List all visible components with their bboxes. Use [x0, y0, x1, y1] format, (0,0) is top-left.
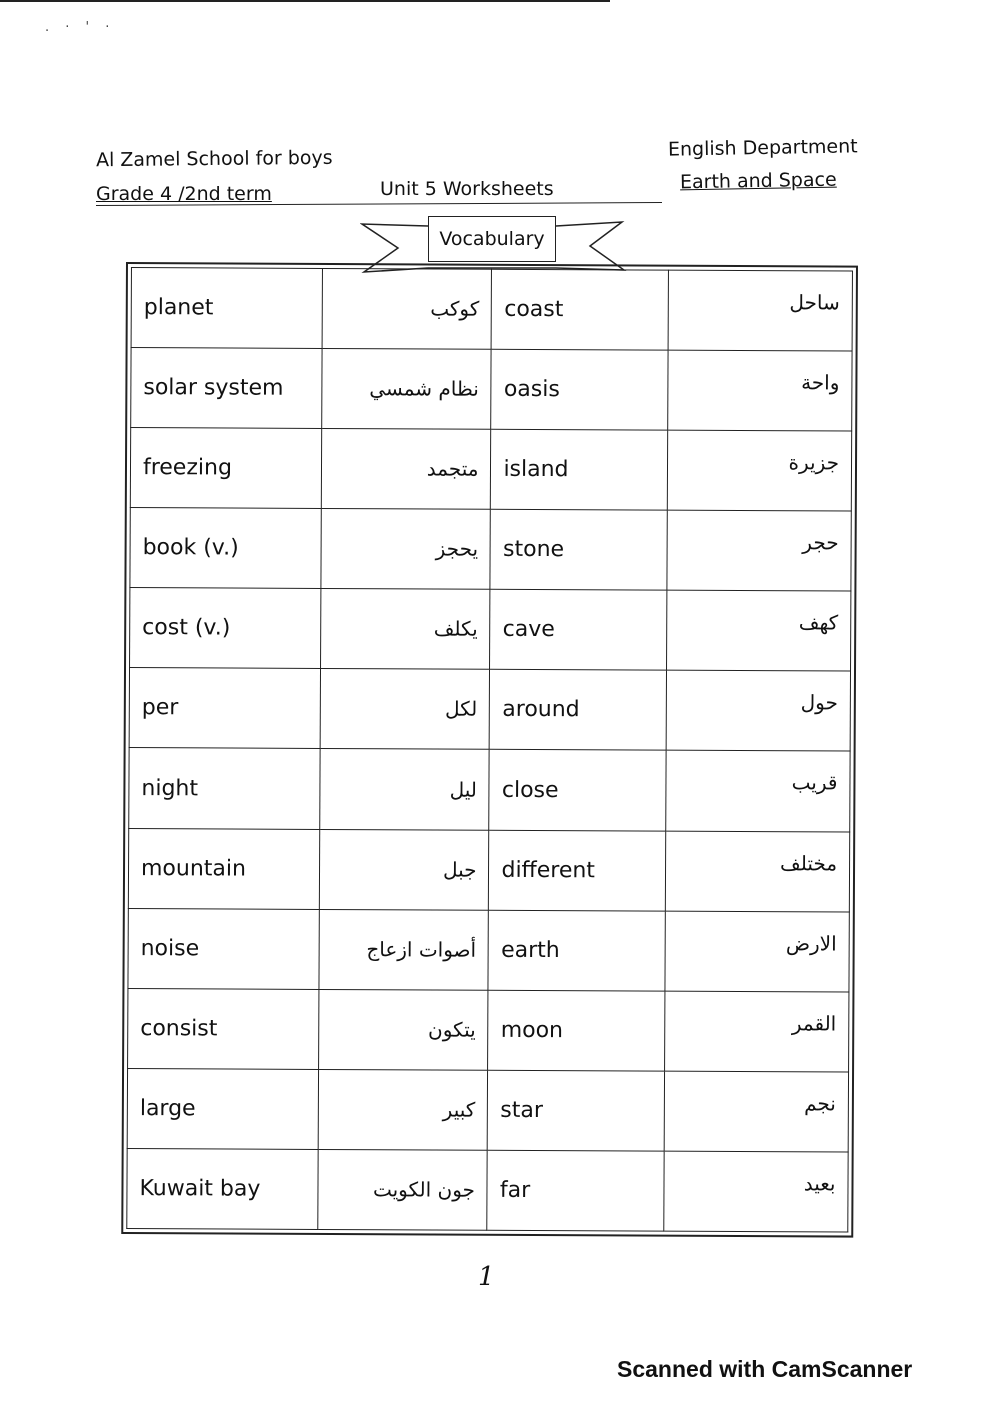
arabic-translation: حول	[666, 671, 850, 752]
scan-specks: . · ' ·	[45, 20, 116, 35]
arabic-translation: يتكون	[319, 989, 489, 1070]
table-row	[130, 508, 851, 592]
arabic-translation: جبل	[319, 829, 489, 910]
arabic-translation: القمر	[665, 991, 849, 1072]
arabic-translation: جزيرة	[667, 430, 851, 511]
arabic-translation: مختلف	[665, 831, 849, 912]
arabic-translation: ساحل	[668, 270, 852, 351]
arabic-translation: متجمد	[321, 429, 491, 510]
table-row	[129, 668, 850, 752]
english-word: far	[487, 1150, 664, 1231]
english-word: star	[488, 1070, 665, 1151]
english-word: oasis	[491, 349, 668, 430]
arabic-translation: كبير	[318, 1069, 488, 1150]
grade-term: Grade 4 /2nd term	[96, 183, 272, 205]
english-word: freezing	[130, 428, 321, 509]
scan-edge-line	[0, 0, 610, 2]
english-word: earth	[488, 910, 665, 991]
table-row	[130, 588, 851, 672]
english-word: moon	[488, 990, 665, 1071]
arabic-translation: قريب	[666, 751, 850, 832]
english-word: Kuwait bay	[127, 1148, 318, 1229]
table-row	[131, 348, 852, 432]
department-name: English Department	[667, 135, 858, 161]
table-row	[128, 828, 849, 912]
arabic-translation: جون الكويت	[318, 1149, 488, 1230]
english-word: stone	[490, 510, 667, 591]
table-row	[127, 1068, 848, 1152]
english-word: noise	[128, 908, 319, 989]
arabic-translation: حجر	[667, 510, 851, 591]
arabic-translation: يكلف	[321, 589, 491, 670]
unit-title: Unit 5 Worksheets	[380, 178, 554, 200]
english-word: cost (v.)	[130, 588, 321, 669]
arabic-translation: الارض	[665, 911, 849, 992]
english-word: planet	[131, 268, 322, 349]
english-word: coast	[492, 269, 669, 350]
arabic-translation: كوكب	[322, 268, 492, 349]
english-word: consist	[128, 988, 319, 1069]
english-word: large	[127, 1068, 318, 1149]
english-word: night	[129, 748, 320, 829]
english-word: per	[129, 668, 320, 749]
english-word: different	[489, 830, 666, 911]
english-word: island	[491, 429, 668, 510]
arabic-translation: واحة	[668, 350, 852, 431]
arabic-translation: كهف	[667, 590, 851, 671]
table-row	[131, 268, 852, 352]
arabic-translation: ليل	[320, 749, 490, 830]
school-name: Al Zamel School for boys	[95, 146, 333, 172]
table-row	[128, 988, 849, 1072]
arabic-translation: يحجز	[321, 509, 491, 590]
vocabulary-table	[121, 262, 858, 1238]
english-word: solar system	[131, 348, 322, 429]
arabic-translation: نظام شمسي	[322, 349, 492, 430]
english-word: book (v.)	[130, 508, 321, 589]
vocabulary-label: Vocabulary	[428, 216, 556, 262]
arabic-translation: لكل	[320, 669, 490, 750]
arabic-translation: أصوات ازعاج	[319, 909, 489, 990]
table-row	[128, 908, 849, 992]
english-word: cave	[490, 590, 667, 671]
table-row	[130, 428, 851, 512]
table-row	[129, 748, 850, 832]
english-word: mountain	[128, 828, 319, 909]
topic-title: Earth and Space	[679, 168, 837, 194]
english-word: around	[490, 670, 667, 751]
arabic-translation: بعيد	[664, 1151, 848, 1232]
scanner-watermark: Scanned with CamScanner	[617, 1356, 913, 1382]
table-row	[127, 1148, 848, 1232]
arabic-translation: نجم	[664, 1071, 848, 1152]
page-number: 1	[478, 1262, 495, 1292]
english-word: close	[489, 750, 666, 831]
